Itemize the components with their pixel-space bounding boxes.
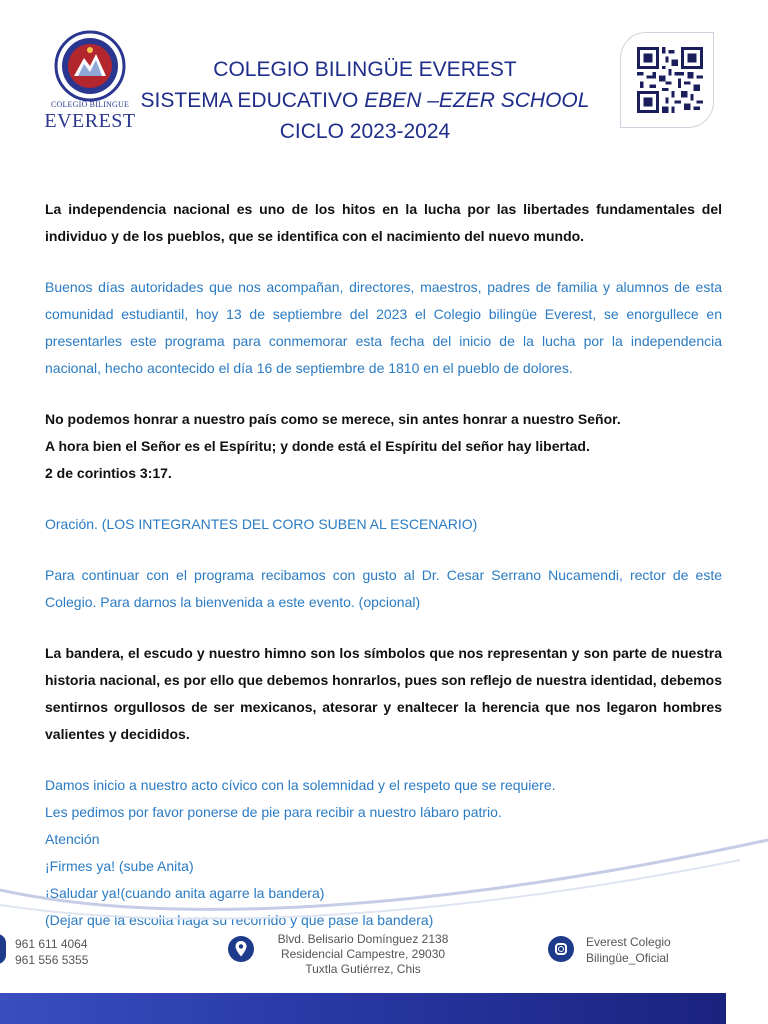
phone-icon [0, 934, 6, 964]
civic-line-2: Les pedimos por favor ponerse de pie para recibir a nuestro lábaro patrio. [45, 804, 502, 820]
qr-code-icon [637, 47, 703, 113]
intro-paragraph: La independencia nacional es uno de los hitos en la lucha por las libertades fundamentales del individuo y de los pueblos, que se identifica con el nacimiento del nuevo mundo. [45, 201, 722, 244]
document-body [45, 196, 722, 934]
instagram-icon [548, 936, 574, 962]
social-line-2: Bilingüe_Oficial [586, 951, 669, 965]
title-line-3: CICLO 2023-2024 [279, 120, 451, 143]
civic-line-3: Atención [45, 831, 100, 847]
social-handle [586, 934, 671, 966]
title-line-2 [140, 85, 590, 116]
verse-line-1: No podemos honrar a nuestro país como se merece, sin antes honrar a nuestro Señor. [45, 411, 621, 427]
page-title [140, 54, 590, 147]
logo-caption-big: EVEREST [44, 110, 136, 132]
phone-numbers [15, 936, 88, 968]
civic-line-4: ¡Firmes ya! (sube Anita) [45, 858, 194, 874]
verse-line-2: A hora bien el Señor es el Espíritu; y donde está el Espíritu del señor hay libertad. [45, 438, 590, 454]
prayer-line: Oración. (LOS INTEGRANTES DEL CORO SUBEN AL ESCENARIO) [45, 516, 478, 532]
title-line-2-italic: EBEN –EZER SCHOOL [364, 89, 590, 112]
civic-line-6: (Dejar que la escolta haga su recorrido y que pase la bandera) [45, 912, 434, 928]
title-line-1: COLEGIO BILINGÜE EVEREST [213, 58, 517, 81]
symbols-paragraph: La bandera, el escudo y nuestro himno son los símbolos que nos representan y son parte de nuestra historia nacional, es por ello que debemos honrarlos, pues son reflejo de nuestra identidad, debemos sentirnos orgullosos de ser mexicanos, atesorar y enaltecer la herencia que nos legaron hombres valientes y decididos. [45, 645, 722, 742]
rector-paragraph: Para continuar con el programa recibamos con gusto al Dr. Cesar Serrano Nucamendi, rector de este Colegio. Para darnos la bienvenida a este evento. (opcional) [45, 567, 722, 610]
footer-color-bar [0, 993, 726, 1024]
phone-number-1: 961 611 4064 [15, 937, 88, 951]
address-line-3: Tuxtla Gutiérrez, Chis [305, 962, 421, 976]
address-line-2: Residencial Campestre, 29030 [280, 947, 446, 961]
qr-code-frame [620, 32, 714, 128]
title-line-2-prefix: SISTEMA EDUCATIVO [140, 89, 365, 112]
civic-line-5: ¡Saludar ya!(cuando anita agarre la bandera) [45, 885, 325, 901]
address-line-1: Blvd. Belisario Domínguez 2138 [277, 932, 449, 946]
phone-number-2: 961 556 5355 [15, 953, 89, 967]
address-block [258, 932, 468, 977]
social-line-1: Everest Colegio [586, 935, 671, 949]
logo-caption-small: COLEGIO BILINGUE [50, 100, 130, 109]
contact-footer [0, 930, 768, 990]
location-pin-icon [228, 936, 254, 962]
welcome-paragraph: Buenos días autoridades que nos acompañan, directores, maestros, padres de familia y alumnos de esta comunidad estudiantil, hoy 13 de septiembre del 2023 el Colegio bilingüe Everest, se enorgullece en presentarles este programa para conmemorar esta fecha del inicio de la lucha por la independencia nacional, hecho acontecido el día 16 de septiembre de 1810 en el pueblo de dolores. [45, 279, 722, 376]
civic-line-1: Damos inicio a nuestro acto cívico con la solemnidad y el respeto que se requiere. [45, 777, 556, 793]
verse-reference: 2 de corintios 3:17. [45, 465, 172, 481]
